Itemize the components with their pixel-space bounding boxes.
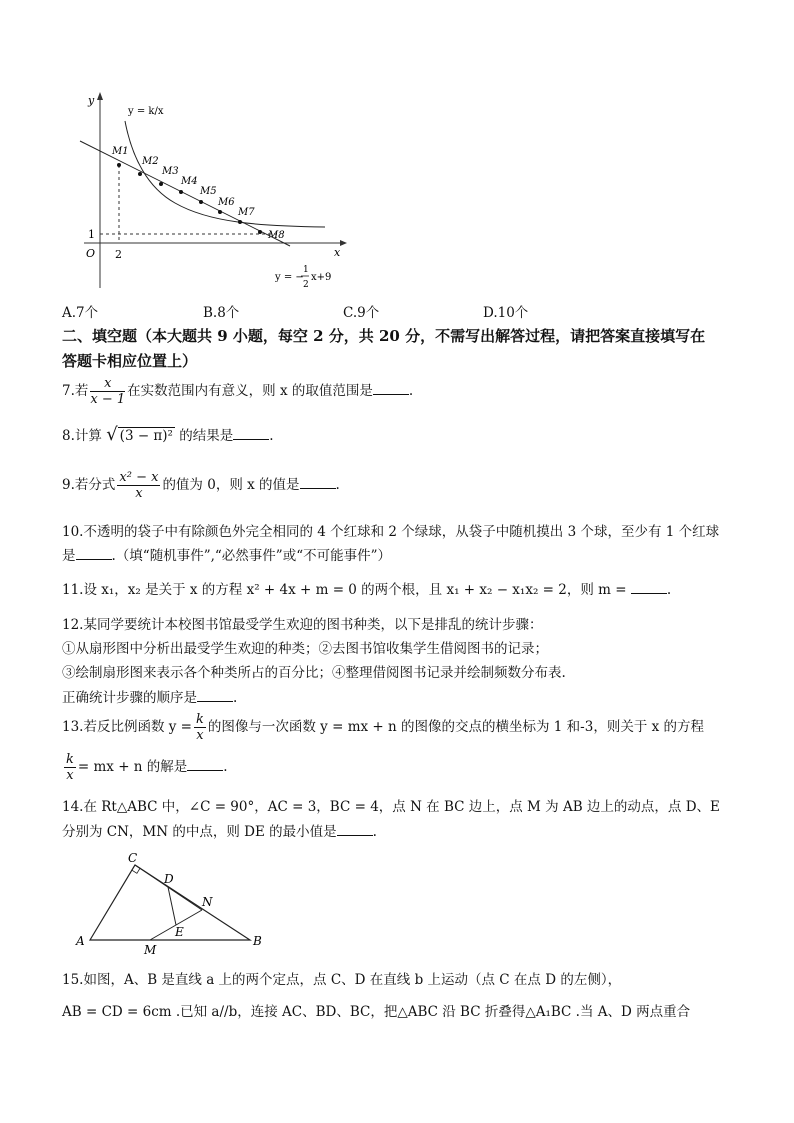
q8-prefix: 8.计算 xyxy=(62,428,102,444)
question-13-line1: 13.若反比例函数 y = $\frac{k}{x}$ 的图像与一次函数 y = mx + n 的图像的交点的横坐标为 1 和-3，则关于 x 的方程 xyxy=(62,712,705,743)
point-m8 xyxy=(258,230,262,234)
q9-answer-blank[interactable] xyxy=(300,476,336,489)
q7-fraction: $\frac{x}{x - 1}$ xyxy=(90,376,126,407)
question-15-line2: AB = CD = 6cm .已知 a//b，连接 AC、BD、BC，把△ABC 沿 BC 折叠得△A₁BC .当 A、D 两点重合 xyxy=(62,1004,691,1020)
q14-answer-blank[interactable] xyxy=(337,823,373,836)
option-d: D.10个 xyxy=(483,305,529,321)
lattice-points xyxy=(117,163,262,234)
sqrt-icon: √ xyxy=(106,424,118,445)
line-label-prefix: y = − xyxy=(275,272,304,283)
q13-fraction: $\frac{k}{x}$ xyxy=(196,712,204,743)
q9-suffix: 的值为 0，则 x 的值是 xyxy=(162,477,300,493)
q8-answer-blank[interactable] xyxy=(233,427,269,440)
question-12-line3: ③绘制扇形图来表示各个种类所占的百分比；④整理借阅图书记录并绘制频数分布表. xyxy=(62,665,566,681)
point-m4 xyxy=(179,190,183,194)
label-m4: M4 xyxy=(181,176,198,187)
label-m8: M8 xyxy=(268,230,285,241)
q9-prefix: 9.若分式 xyxy=(62,477,116,493)
x-tick-label: 2 xyxy=(115,248,122,261)
question-10-line1: 10.不透明的袋子中有除颜色外完全相同的 4 个红球和 2 个绿球，从袋子中随机摸出 3 个球，至少有 1 个红球 xyxy=(62,524,720,540)
point-m6 xyxy=(218,210,222,214)
label-c: C xyxy=(128,851,138,865)
label-n: N xyxy=(202,895,213,909)
y-tick-label: 1 xyxy=(88,228,95,241)
q13-fraction-2: $\frac{k}{x}$ xyxy=(66,752,74,783)
point-m3 xyxy=(159,182,163,186)
q7-answer-blank[interactable] xyxy=(373,382,409,395)
option-c: C.9个 xyxy=(343,305,380,321)
point-m5 xyxy=(199,200,203,204)
question-13-line2: $\frac{k}{x}$ = mx + n 的解是 . xyxy=(66,752,228,783)
question-14-line2: 分别为 CN，MN 的中点，则 DE 的最小值是 . xyxy=(62,824,377,840)
label-m1: M1 xyxy=(112,146,129,157)
inverse-linear-graph xyxy=(70,88,360,298)
label-d: D xyxy=(164,872,174,886)
point-m7 xyxy=(238,220,242,224)
q7-suffix: 在实数范围内有意义，则 x 的取值范围是 xyxy=(127,383,373,399)
q7-prefix: 7.若 xyxy=(62,383,89,399)
line-label-suffix: x+9 xyxy=(311,272,332,283)
section2-heading-line1: 二、填空题（本大题共 9 小题，每空 2 分，共 20 分，不需写出解答过程，请把答案直接填写在 xyxy=(62,327,706,345)
segment-de xyxy=(168,887,176,925)
label-m2: M2 xyxy=(142,156,159,167)
option-b: B.8个 xyxy=(203,305,240,321)
label-a: A xyxy=(76,934,85,948)
q12-answer-blank[interactable] xyxy=(197,689,233,702)
origin-label: O xyxy=(86,247,96,260)
question-8: 8.计算 √ (3 − π)² 的结果是 . xyxy=(62,424,274,445)
point-m1 xyxy=(117,163,121,167)
question-7: 7.若 $\frac{x}{x - 1}$ 在实数范围内有意义，则 x 的取值范围是 . xyxy=(62,376,414,407)
q8-radicand: (3 − π)² xyxy=(119,428,173,444)
x-axis-label: x xyxy=(334,246,341,259)
triangle-figure xyxy=(70,850,270,960)
x-axis-arrow-icon xyxy=(340,240,347,246)
question-9: 9.若分式 $\frac{\text{x² − x}}{x}$ 的值为 0，则 x 的值是 . xyxy=(62,470,340,501)
line-label-num: 1 xyxy=(303,265,309,275)
label-e: E xyxy=(175,925,184,939)
label-m6: M6 xyxy=(218,197,235,208)
label-m: M xyxy=(144,943,157,957)
question-10-line2: 是 .（填“随机事件”,“必然事件”或“不可能事件”） xyxy=(62,548,391,564)
question-15-line1: 15.如图，A、B 是直线 a 上的两个定点，点 C、D 在直线 b 上运动（点 C 在点 D 的左侧）， xyxy=(62,972,622,988)
q8-suffix: 的结果是 xyxy=(179,428,234,444)
y-axis-label: y xyxy=(88,94,95,107)
hyperbola-curve xyxy=(125,121,325,227)
q13-answer-blank[interactable] xyxy=(187,758,223,771)
q9-fraction: $\frac{\text{x² − x}}{x}$ xyxy=(119,470,159,501)
label-m7: M7 xyxy=(238,207,255,218)
point-m2 xyxy=(138,172,142,176)
question-14-line1: 14.在 Rt△ABC 中，∠C = 90°，AC = 3，BC = 4，点 N 在 BC 边上，点 M 为 AB 边上的动点，点 D、E xyxy=(62,799,720,815)
label-b: B xyxy=(253,934,262,948)
question-12-line2: ①从扇形图中分析出最受学生欢迎的种类；②去图书馆收集学生借阅图书的记录； xyxy=(62,641,548,657)
question-11: 11.设 x₁，x₂ 是关于 x 的方程 x² + 4x + m = 0 的两个根，且 x₁ + x₂ − x₁x₂ = 2，则 m = . xyxy=(62,582,672,598)
section2-heading-line2: 答题卡相应位置上） xyxy=(62,352,198,370)
line-label-den: 2 xyxy=(303,280,309,290)
question-12-line1: 12.某同学要统计本校图书馆最受学生欢迎的图书种类，以下是排乱的统计步骤： xyxy=(62,617,543,633)
q11-answer-blank[interactable] xyxy=(631,581,667,594)
hyperbola-label: y = k/x xyxy=(128,106,164,117)
label-m3: M3 xyxy=(162,166,179,177)
label-m5: M5 xyxy=(200,186,217,197)
option-a: A.7个 xyxy=(62,305,99,321)
question-12-line4: 正确统计步骤的顺序是 . xyxy=(62,690,238,706)
y-axis-arrow-icon xyxy=(97,92,103,100)
q10-answer-blank[interactable] xyxy=(76,547,112,560)
